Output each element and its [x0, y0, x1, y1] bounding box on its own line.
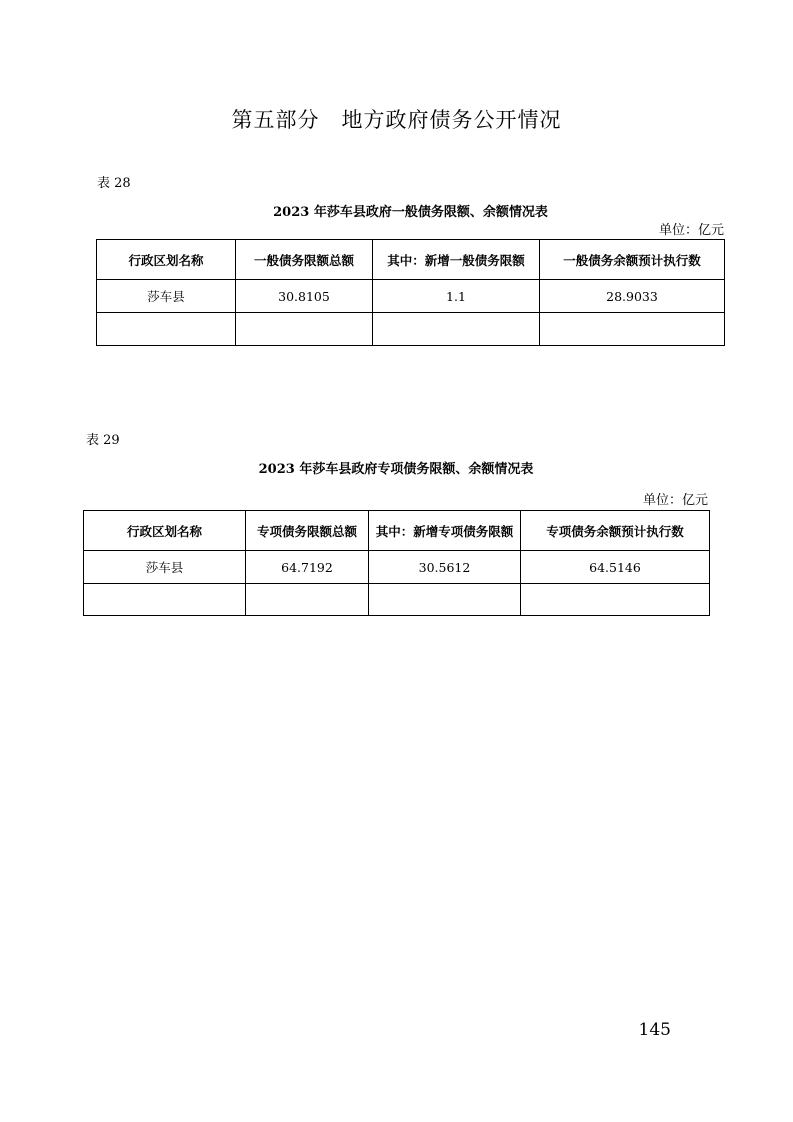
- value-cell: 64.5146: [521, 551, 710, 584]
- value-cell: [373, 313, 540, 346]
- value-cell: 64.7192: [246, 551, 369, 584]
- region-cell: 莎车县: [97, 280, 236, 313]
- general-debt-table: [96, 239, 725, 346]
- page-title: 第五部分 地方政府债务公开情况: [231, 108, 562, 132]
- table-row: [97, 313, 725, 346]
- table-header-row: [84, 511, 710, 551]
- table-28-unit: 单位：亿元: [658, 223, 724, 238]
- page-number: 145: [638, 1020, 671, 1040]
- table-29-unit: 单位：亿元: [642, 493, 708, 508]
- column-header: 一般债务余额预计执行数: [540, 240, 725, 280]
- column-header: 专项债务余额预计执行数: [521, 511, 710, 551]
- column-header: 一般债务限额总额: [236, 240, 373, 280]
- value-cell: 30.5612: [369, 551, 521, 584]
- table-row: [84, 584, 710, 616]
- region-cell: 莎车县: [84, 551, 246, 584]
- value-cell: 28.9033: [540, 280, 725, 313]
- region-cell: [97, 313, 236, 346]
- special-debt-table: [83, 510, 710, 616]
- table-29-title: 2023 年莎车县政府专项债务限额、余额情况表: [258, 462, 534, 477]
- region-cell: [84, 584, 246, 616]
- value-cell: 1.1: [373, 280, 540, 313]
- value-cell: [369, 584, 521, 616]
- value-cell: 30.8105: [236, 280, 373, 313]
- value-cell: [236, 313, 373, 346]
- value-cell: [246, 584, 369, 616]
- column-header: 行政区划名称: [97, 240, 236, 280]
- table-header-row: [97, 240, 725, 280]
- column-header: 其中：新增一般债务限额: [373, 240, 540, 280]
- table-28-label: 表 28: [97, 176, 131, 191]
- column-header: 其中：新增专项债务限额: [369, 511, 521, 551]
- column-header: 专项债务限额总额: [246, 511, 369, 551]
- table-28-title: 2023 年莎车县政府一般债务限额、余额情况表: [273, 205, 548, 220]
- table-row: [84, 551, 710, 584]
- column-header: 行政区划名称: [84, 511, 246, 551]
- value-cell: [521, 584, 710, 616]
- value-cell: [540, 313, 725, 346]
- table-29-label: 表 29: [86, 433, 120, 448]
- table-row: [97, 280, 725, 313]
